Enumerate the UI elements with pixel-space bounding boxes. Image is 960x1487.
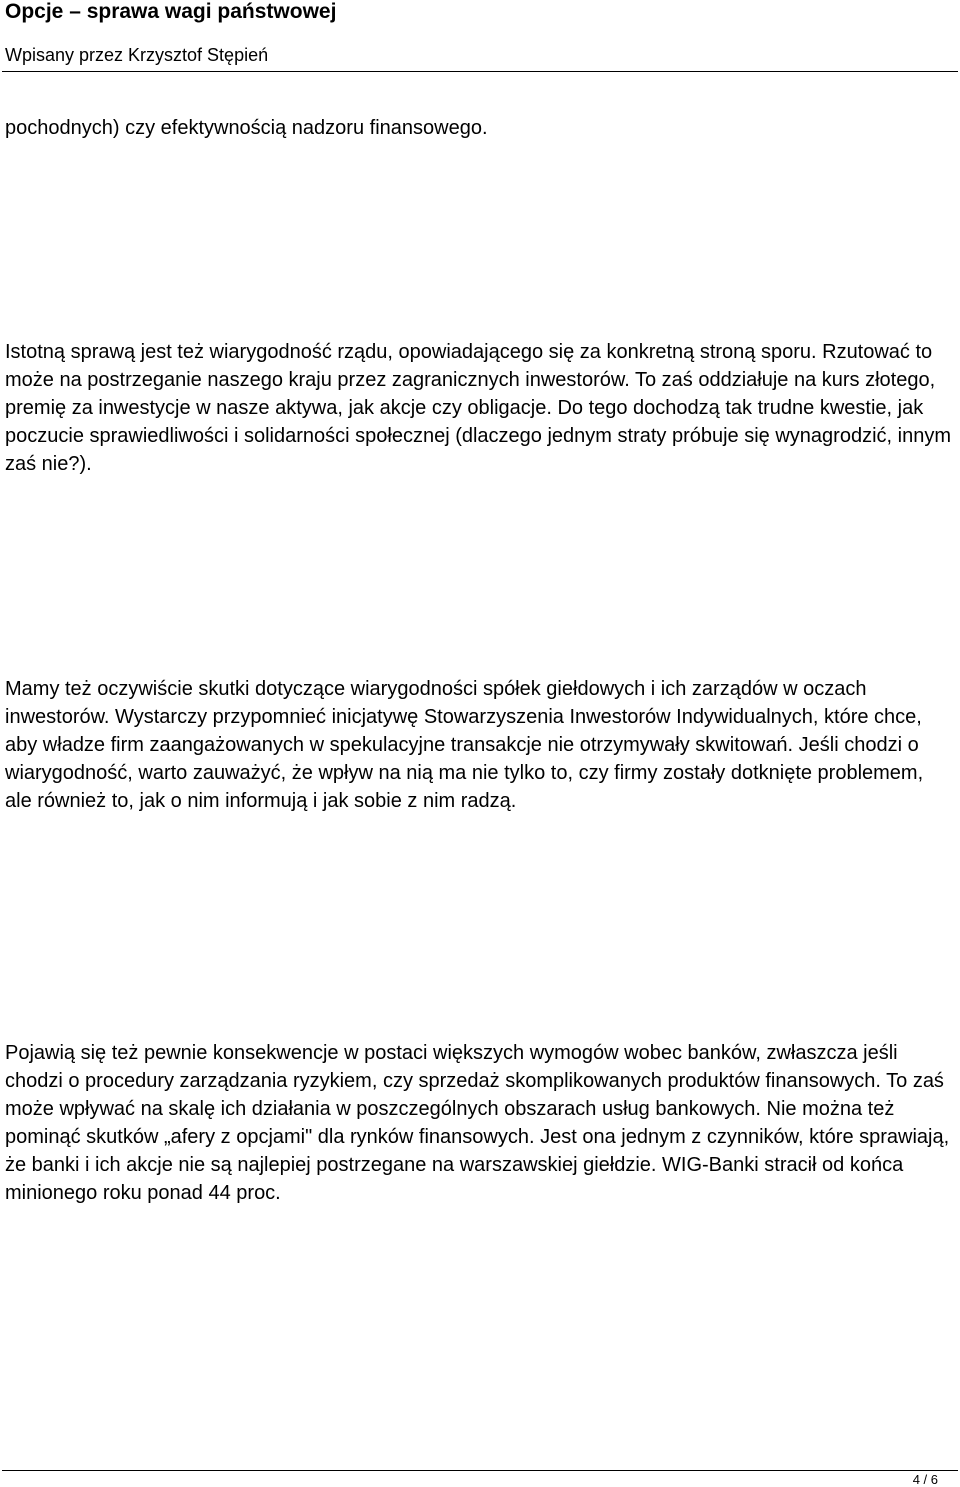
paragraph-1: pochodnych) czy efektywnością nadzoru finansowego.: [5, 117, 488, 139]
paragraph-3: Mamy też oczywiście skutki dotyczące wiarygodności spółek giełdowych i ich zarządów w oczach inwestorów. Wystarczy przypomnieć inicjatywę Stowarzyszenia Inwestorów Indywidualnych, które chce, aby władze firm zaangażowanych w spekulacyjne transakcje nie otrzymywały skwitowań. Jeśli chodzi o wiarygodność, warto zauważyć, że wpływ na nią ma nie tylko to, czy firmy zostały dotknięte problemem, ale również to, jak o nim informują i jak sobie z nim radzą.: [5, 678, 924, 812]
header-divider: [2, 71, 958, 72]
author-line: Wpisany przez Krzysztof Stępień: [5, 45, 269, 65]
page-number: 4 / 6: [912, 1472, 938, 1487]
paragraph-2: Istotną sprawą jest też wiarygodność rządu, opowiadającego się za konkretną stroną sporu. Rzutować to może na postrzeganie naszego kraju przez zagranicznych inwestorów. To zaś oddziałuje na kurs złotego, premię za inwestycje w nasze aktywa, jak akcje czy obligacje. Do tego dochodzą tak trudne kwestie, jak poczucie sprawiedliwości i solidarności społecznej (dlaczego jednym straty próbuje się wynagrodzić, innym zaś nie?).: [5, 341, 951, 475]
document-title: Opcje – sprawa wagi państwowej: [5, 0, 337, 23]
paragraph-4: Pojawią się też pewnie konsekwencje w postaci większych wymogów wobec banków, zwłaszcza jeśli chodzi o procedury zarządzania ryzykiem, czy sprzedaż skomplikowanych produktów finansowych. To zaś może wpływać na skalę ich działania w poszczególnych obszarach usług bankowych. Nie można też pominąć skutków „afery z opcjami" dla rynków finansowych. Jest ona jednym z czynników, które sprawiają, że banki i ich akcje nie są najlepiej postrzegane na warszawskiej giełdzie. WIG-Banki stracił od końca minionego roku ponad 44 proc.: [5, 1042, 950, 1204]
footer-divider: [2, 1470, 958, 1471]
